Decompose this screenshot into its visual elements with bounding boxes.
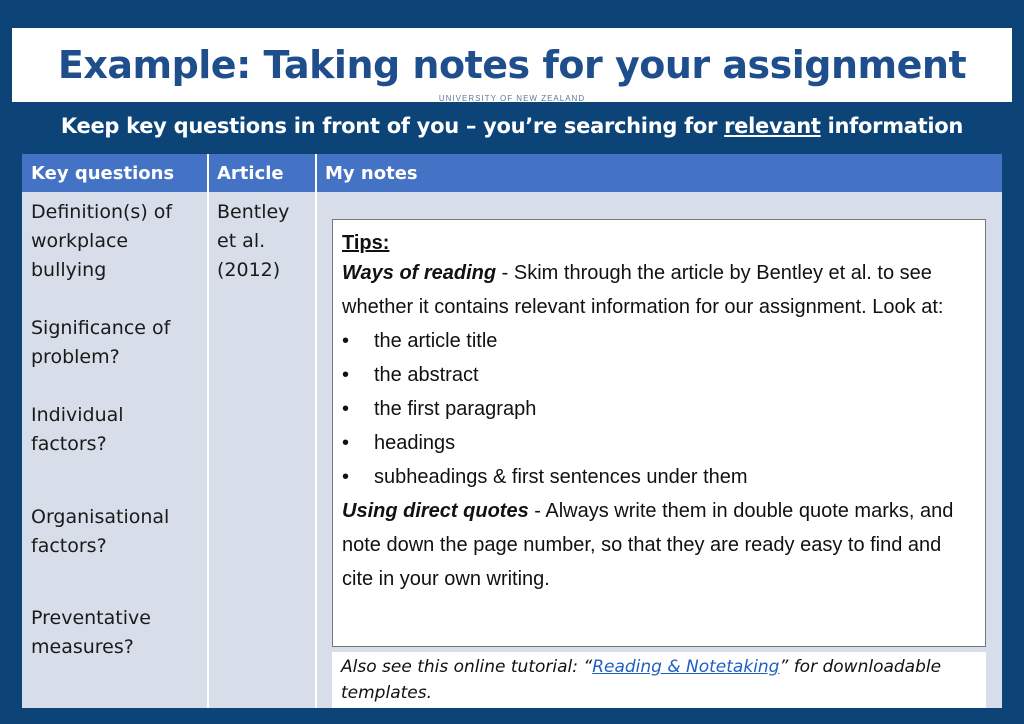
list-item <box>342 358 973 392</box>
list-item-text: subheadings & first sentences under them <box>374 466 748 488</box>
question-line: measures? <box>31 636 134 658</box>
watermark-text: UNIVERSITY OF NEW ZEALAND <box>438 94 586 103</box>
tips-box <box>332 219 986 647</box>
slide-title: Example: Taking notes for your assignment <box>57 43 967 87</box>
question-line: factors? <box>31 535 107 557</box>
article-line: Bentley <box>217 201 290 223</box>
header-article: Article <box>217 163 284 184</box>
tutorial-prefix: Also see this online tutorial: “ <box>341 657 593 677</box>
list-item-text: the abstract <box>374 364 479 386</box>
list-item <box>342 460 973 494</box>
table-header-row <box>22 154 1002 192</box>
tutorial-note <box>332 652 986 708</box>
slide-subtitle <box>0 114 1024 138</box>
bullet-icon: • <box>342 432 350 454</box>
subtitle-part-1: Keep key questions in front of you – you’re searching for <box>60 114 725 138</box>
question-line: Definition(s) of <box>31 201 173 223</box>
list-item-text: the first paragraph <box>374 398 537 420</box>
question-line: bullying <box>31 259 107 281</box>
question-line: factors? <box>31 433 107 455</box>
article-line: (2012) <box>217 259 281 281</box>
list-item <box>342 426 973 460</box>
question-line: workplace <box>31 230 129 252</box>
question-individual-factors <box>31 401 201 459</box>
list-item-text: the article title <box>374 330 498 352</box>
subtitle-underlined-word: relevant <box>724 114 821 138</box>
header-my-notes: My notes <box>325 163 418 184</box>
reading-label: Ways of reading <box>342 262 497 284</box>
column-divider <box>207 154 209 708</box>
column-divider <box>315 154 317 708</box>
list-item <box>342 324 973 358</box>
quotes-text: - Always write them in double quote marks, and note down the page number, so that they are ready easy to find and cite in your own writing. <box>342 500 954 590</box>
list-item-text: headings <box>374 432 456 454</box>
question-significance <box>31 314 201 372</box>
article-citation <box>217 198 309 285</box>
quotes-tip <box>342 494 973 596</box>
question-line: Significance of <box>31 317 171 339</box>
reading-text: - Skim through the article by Bentley et al. to see whether it contains relevant information for our assignment. Look at: <box>342 262 944 318</box>
question-line: Individual <box>31 404 124 426</box>
quotes-label: Using direct quotes <box>342 500 529 522</box>
reading-tip <box>342 256 973 324</box>
bullet-icon: • <box>342 330 350 352</box>
reading-notetaking-link[interactable]: Reading & Notetaking <box>592 657 780 677</box>
header-key-questions: Key questions <box>31 163 175 184</box>
reading-checklist <box>342 324 973 494</box>
bullet-icon: • <box>342 398 350 420</box>
list-item <box>342 392 973 426</box>
tips-heading: Tips: <box>342 232 390 254</box>
article-line: et al. <box>217 230 266 252</box>
question-line: Preventative <box>31 607 151 629</box>
subtitle-part-2: information <box>820 114 964 138</box>
question-line: Organisational <box>31 506 170 528</box>
question-definitions <box>31 198 201 285</box>
question-preventative-measures <box>31 604 201 662</box>
bullet-icon: • <box>342 466 350 488</box>
question-line: problem? <box>31 346 120 368</box>
question-organisational-factors <box>31 503 201 561</box>
title-box <box>12 28 1012 102</box>
tutorial-suffix: ” for downloadable templates. <box>341 657 942 703</box>
bullet-icon: • <box>342 364 350 386</box>
